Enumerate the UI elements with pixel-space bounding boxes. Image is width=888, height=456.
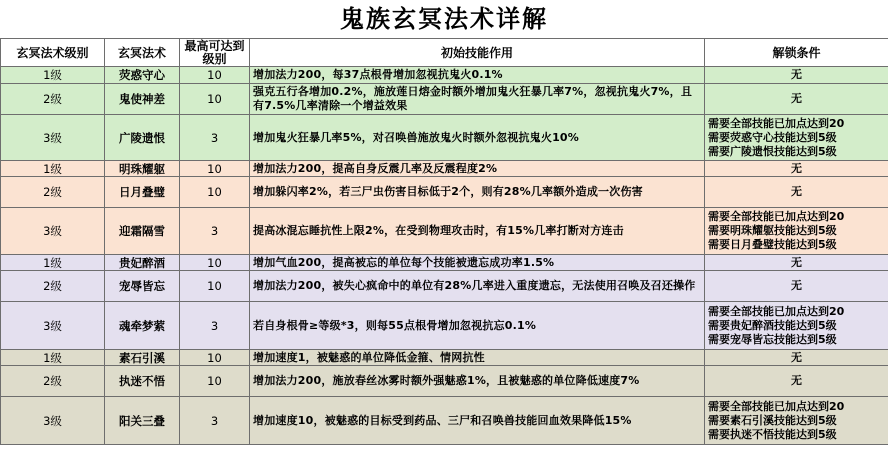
cell-unlock <box>705 208 888 255</box>
unlock-condition: 无 <box>791 68 802 81</box>
cell-skill-name: 执迷不悟 <box>105 366 180 397</box>
unlock-condition: 需要全部技能已加点达到20 <box>708 304 845 318</box>
unlock-condition: 无 <box>791 374 802 387</box>
cell-skill-name: 日月叠璧 <box>105 177 180 208</box>
header-skill: 玄冥法术 <box>105 39 180 67</box>
cell-level: 2级 <box>1 177 105 208</box>
unlock-condition: 无 <box>791 161 802 175</box>
cell-max-level: 10 <box>180 255 250 271</box>
cell-effect: 若自身根骨≥等级*3，则每55点根骨增加忽视抗忘0.1% <box>250 302 705 350</box>
cell-unlock <box>705 177 888 208</box>
unlock-condition: 需要明珠耀躯技能达到5级 <box>708 224 837 237</box>
cell-skill-name: 素石引溪 <box>105 350 180 366</box>
table-row <box>1 84 888 115</box>
cell-level: 3级 <box>1 115 105 161</box>
page-title: 鬼族玄冥法术详解 <box>340 4 548 33</box>
cell-level: 1级 <box>1 161 105 177</box>
table-row <box>1 271 888 302</box>
cell-effect: 增加鬼火狂暴几率5%，对召唤兽施放鬼火时额外忽视抗鬼火10% <box>250 115 705 161</box>
cell-max-level: 10 <box>180 84 250 115</box>
cell-unlock <box>705 67 888 84</box>
cell-unlock <box>705 271 888 302</box>
unlock-condition: 需要全部技能已加点达到20 <box>708 116 845 130</box>
table-row <box>1 161 888 177</box>
cell-effect: 增加速度10，被魅惑的目标受到药品、三尸和召唤兽技能回血效果降低15% <box>250 397 705 445</box>
header-level: 玄冥法术级别 <box>1 39 105 67</box>
unlock-condition: 需要素石引溪技能达到5级 <box>708 413 837 427</box>
cell-skill-name: 阳关三叠 <box>105 397 180 445</box>
cell-unlock <box>705 115 888 161</box>
cell-skill-name: 贵妃醉酒 <box>105 255 180 271</box>
cell-max-level: 3 <box>180 397 250 445</box>
cell-unlock <box>705 350 888 366</box>
table-row <box>1 67 888 84</box>
unlock-condition: 无 <box>791 185 802 198</box>
cell-effect: 增加气血200，提高被忘的单位每个技能被遗忘成功率1.5% <box>250 255 705 271</box>
unlock-condition: 需要广陵遗恨技能达到5级 <box>708 144 837 158</box>
cell-effect: 增加法力200，每37点根骨增加忽视抗鬼火0.1% <box>250 67 705 84</box>
header-unlock: 解锁条件 <box>705 39 888 67</box>
unlock-condition: 需要全部技能已加点达到20 <box>708 210 845 223</box>
unlock-condition: 需要日月叠璧技能达到5级 <box>708 238 837 251</box>
cell-level: 2级 <box>1 84 105 115</box>
unlock-condition: 无 <box>791 350 802 364</box>
cell-skill-name: 广陵遗恨 <box>105 115 180 161</box>
cell-effect: 增加法力200，提高自身反震几率及反震程度2% <box>250 161 705 177</box>
unlock-condition: 需要贵妃醉酒技能达到5级 <box>708 318 837 332</box>
unlock-condition: 需要荧惑守心技能达到5级 <box>708 130 837 144</box>
cell-level: 2级 <box>1 271 105 302</box>
cell-level: 2级 <box>1 366 105 397</box>
cell-max-level: 3 <box>180 115 250 161</box>
table-header-row <box>1 39 888 67</box>
cell-level: 1级 <box>1 67 105 84</box>
cell-skill-name: 荧惑守心 <box>105 67 180 84</box>
cell-max-level: 10 <box>180 271 250 302</box>
cell-effect: 增加速度1，被魅惑的单位降低金箍、情网抗性 <box>250 350 705 366</box>
cell-level: 3级 <box>1 302 105 350</box>
unlock-condition: 无 <box>791 279 802 292</box>
unlock-condition: 无 <box>791 255 802 269</box>
table-row <box>1 177 888 208</box>
cell-unlock <box>705 84 888 115</box>
cell-max-level: 10 <box>180 67 250 84</box>
header-max-level: 最高可达到级别 <box>180 39 250 67</box>
unlock-condition: 无 <box>791 92 802 105</box>
cell-unlock <box>705 161 888 177</box>
cell-max-level: 10 <box>180 161 250 177</box>
cell-skill-name: 魂牵梦萦 <box>105 302 180 350</box>
cell-skill-name: 迎霜隔雪 <box>105 208 180 255</box>
cell-max-level: 3 <box>180 302 250 350</box>
cell-level: 3级 <box>1 208 105 255</box>
cell-level: 1级 <box>1 255 105 271</box>
cell-skill-name: 明珠耀躯 <box>105 161 180 177</box>
unlock-condition: 需要执迷不悟技能达到5级 <box>708 427 837 441</box>
table-row <box>1 397 888 445</box>
unlock-condition: 需要宠辱皆忘技能达到5级 <box>708 332 837 346</box>
table-row <box>1 115 888 161</box>
table-row <box>1 366 888 397</box>
cell-max-level: 10 <box>180 366 250 397</box>
header-effect: 初始技能作用 <box>250 39 705 67</box>
cell-level: 1级 <box>1 350 105 366</box>
cell-effect: 增加躲闪率2%，若三尸虫伤害目标低于2个，则有28%几率额外造成一次伤害 <box>250 177 705 208</box>
cell-level: 3级 <box>1 397 105 445</box>
cell-skill-name: 宠辱皆忘 <box>105 271 180 302</box>
table-row <box>1 302 888 350</box>
cell-max-level: 10 <box>180 177 250 208</box>
cell-max-level: 3 <box>180 208 250 255</box>
cell-effect: 增加法力200，施放春丝冰雾时额外强魅惑1%，且被魅惑的单位降低速度7% <box>250 366 705 397</box>
skill-table <box>0 38 888 445</box>
cell-unlock <box>705 302 888 350</box>
cell-max-level: 10 <box>180 350 250 366</box>
cell-skill-name: 鬼使神差 <box>105 84 180 115</box>
cell-unlock <box>705 366 888 397</box>
cell-unlock <box>705 397 888 445</box>
cell-effect: 增加法力200，被失心疯命中的单位有28%几率进入重度遗忘，无法使用召唤及召还操作 <box>250 271 705 302</box>
cell-effect: 强克五行各增加0.2%，施放莲日熔金时额外增加鬼火狂暴几率7%，忽视抗鬼火7%，且有7.5%几率清除一个增益效果 <box>250 84 705 115</box>
table-row <box>1 255 888 271</box>
unlock-condition: 需要全部技能已加点达到20 <box>708 399 845 413</box>
table-row <box>1 350 888 366</box>
table-row <box>1 208 888 255</box>
cell-effect: 提高冰混忘睡抗性上限2%，在受到物理攻击时，有15%几率打断对方连击 <box>250 208 705 255</box>
cell-unlock <box>705 255 888 271</box>
